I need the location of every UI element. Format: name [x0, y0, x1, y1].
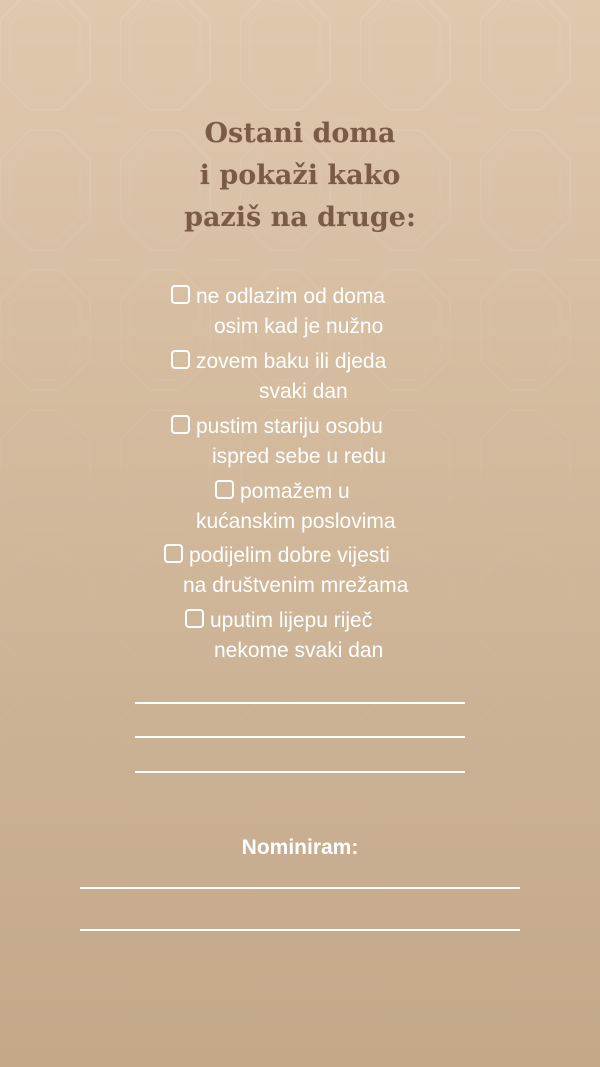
- checklist-item-line-2: na društvenim mrežama: [183, 574, 409, 597]
- checklist-item-line-1: pomažem u: [240, 480, 350, 503]
- checklist-item[interactable]: [0, 412, 600, 474]
- title-line-1: Ostani doma: [204, 118, 396, 149]
- checklist-item-line-1: ne odlazim od doma: [196, 285, 386, 308]
- checklist-item-line-1: zovem baku ili djeda: [196, 350, 387, 373]
- checklist-item-line-2: ispred sebe u redu: [212, 445, 386, 468]
- checklist-item-line-1: uputim lijepu riječ: [210, 609, 373, 632]
- checklist-item-line-2: svaki dan: [259, 380, 348, 403]
- nominee-line[interactable]: [80, 929, 520, 931]
- checklist-item[interactable]: [0, 282, 600, 344]
- checklist-item[interactable]: [0, 541, 600, 603]
- checklist-item-line-2: nekome svaki dan: [214, 639, 384, 662]
- checklist-item[interactable]: [0, 347, 600, 409]
- page-title: [0, 113, 600, 239]
- write-in-line[interactable]: [135, 702, 465, 704]
- title-line-2: i pokaži kako: [199, 160, 401, 191]
- write-in-line[interactable]: [135, 736, 465, 738]
- checklist-item[interactable]: [0, 477, 600, 539]
- write-in-line[interactable]: [135, 771, 465, 773]
- checkbox-icon[interactable]: [171, 285, 190, 304]
- title-line-3: paziš na druge:: [184, 202, 416, 233]
- checklist-item-line-1: podijelim dobre vijesti: [189, 544, 390, 567]
- checkbox-icon[interactable]: [185, 609, 204, 628]
- checkbox-icon[interactable]: [215, 480, 234, 499]
- checklist-item[interactable]: [0, 606, 600, 668]
- checkbox-icon[interactable]: [171, 415, 190, 434]
- checklist-item-line-1: pustim stariju osobu: [196, 415, 383, 438]
- nominate-label: Nominiram:: [241, 836, 359, 859]
- checkbox-icon[interactable]: [171, 350, 190, 369]
- checklist-item-line-2: osim kad je nužno: [214, 315, 384, 338]
- checklist-item-line-2: kućanskim poslovima: [196, 510, 396, 533]
- checkbox-icon[interactable]: [164, 544, 183, 563]
- nominee-line[interactable]: [80, 887, 520, 889]
